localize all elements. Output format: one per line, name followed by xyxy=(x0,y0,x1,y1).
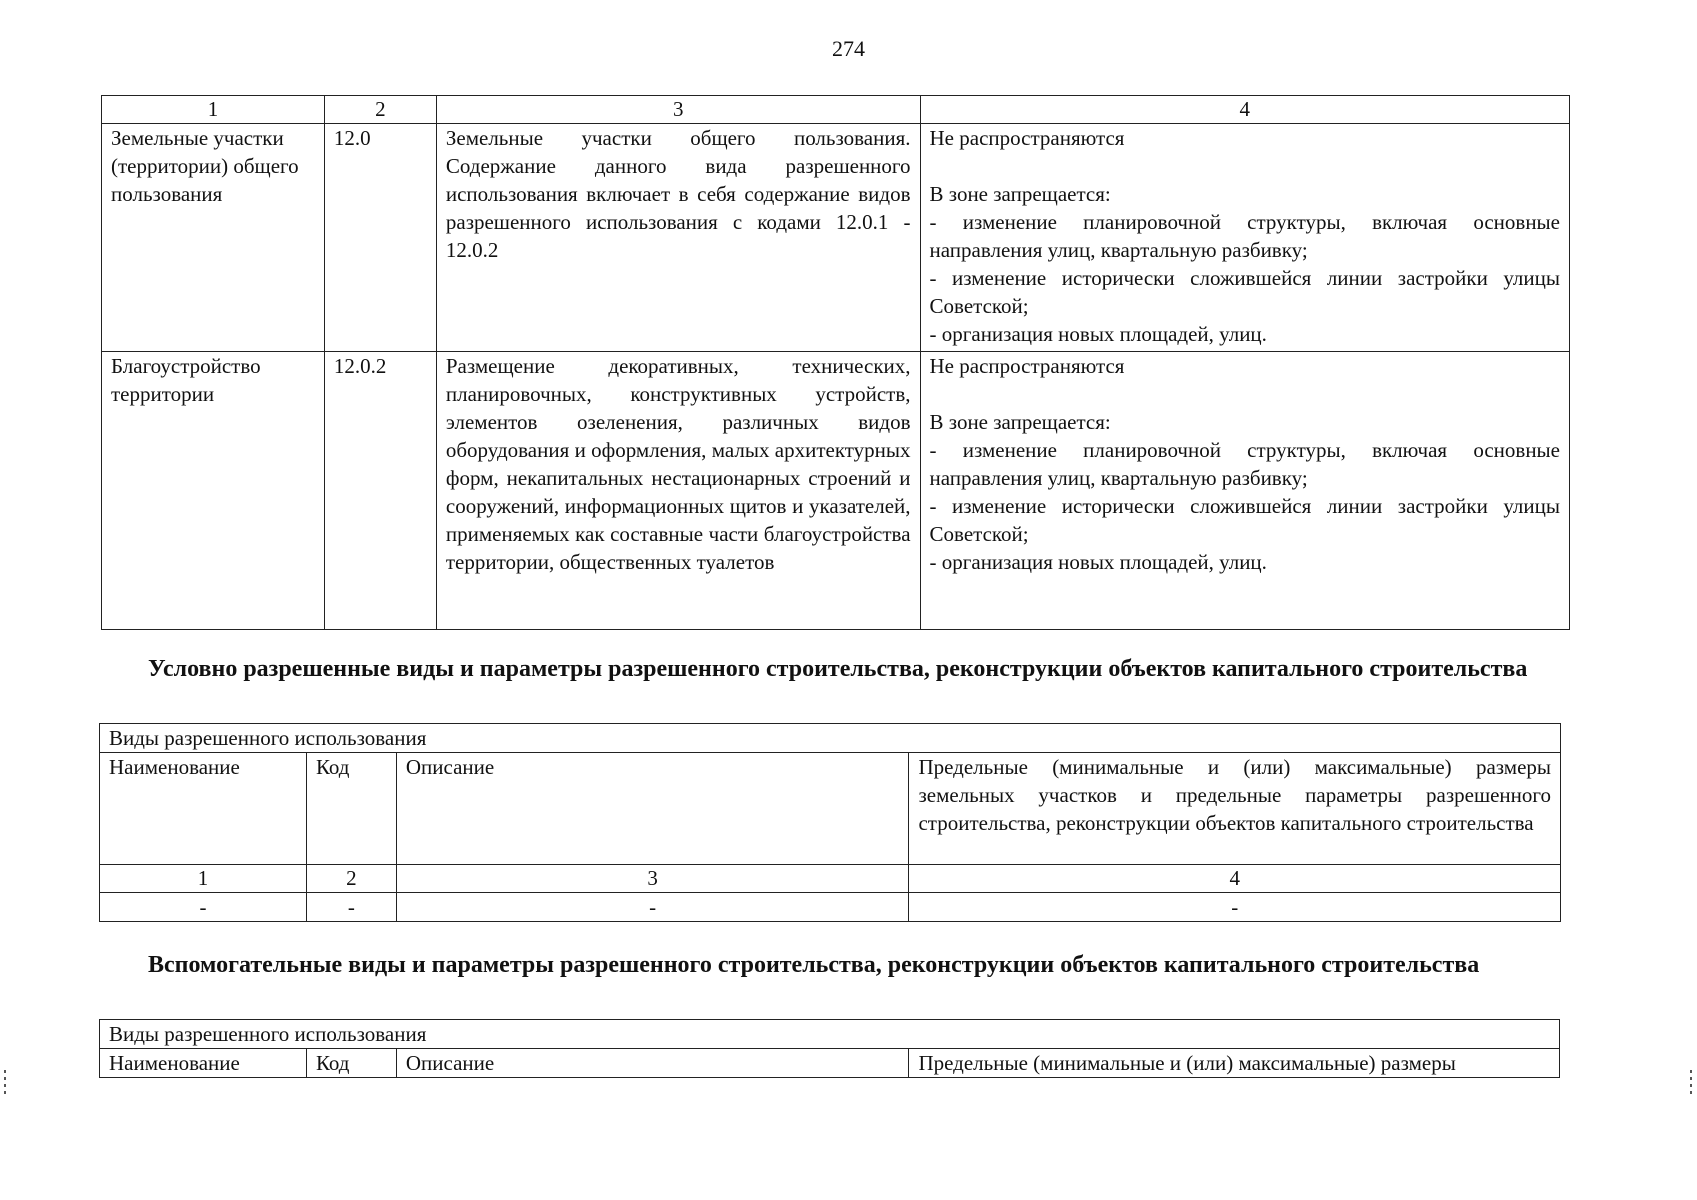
empty-cell: - xyxy=(909,893,1561,922)
section-heading: Условно разрешенные виды и параметры разрешенного строительства, реконструкции объектов капитального строительства xyxy=(148,656,1528,682)
empty-cell: - xyxy=(306,893,396,922)
column-number-row xyxy=(100,865,1561,893)
column-header-name: Наименование xyxy=(100,753,307,865)
use-params xyxy=(920,124,1569,352)
column-number: 2 xyxy=(306,865,396,893)
column-number-row xyxy=(102,96,1570,124)
column-header-params: Предельные (минимальные и (или) максимальные) размеры xyxy=(909,1049,1560,1078)
params-first: Не распространяются xyxy=(929,126,1125,150)
params-item: - организация новых площадей, улиц. xyxy=(929,322,1267,346)
use-name: Земельные участки (территории) общего пользования xyxy=(102,124,325,352)
empty-cell: - xyxy=(396,893,909,922)
column-number: 3 xyxy=(436,96,920,124)
column-header-name: Наименование xyxy=(100,1049,307,1078)
column-number: 2 xyxy=(324,96,436,124)
column-header-code: Код xyxy=(306,753,396,865)
binding-mark xyxy=(1690,1070,1692,1098)
section-heading: Вспомогательные виды и параметры разрешенного строительства, реконструкции объектов капитального строительства xyxy=(148,952,1480,978)
params-first: Не распространяются xyxy=(929,354,1125,378)
empty-cell: - xyxy=(100,893,307,922)
page-number: 274 xyxy=(832,36,865,61)
use-code: 12.0.2 xyxy=(324,352,436,630)
use-code: 12.0 xyxy=(324,124,436,352)
params-intro: В зоне запрещается: xyxy=(929,410,1111,434)
use-description: Размещение декоративных, технических, планировочных, конструктивных устройств, элементов озеленения, различных видов оборудования и оформления, малых архитектурных форм, некапитальных нестационарных строений и сооружений, информационных щитов и указателей, применяемых как составные части благоустройства территории, общественных туалетов xyxy=(436,352,920,630)
land-use-table xyxy=(101,95,1570,630)
column-number: 3 xyxy=(396,865,909,893)
table-row xyxy=(102,124,1570,352)
table-row xyxy=(102,352,1570,630)
column-number: 4 xyxy=(909,865,1561,893)
binding-mark xyxy=(4,1070,6,1098)
params-item: - изменение исторически сложившейся линии застройки улицы Советской; xyxy=(929,494,1560,546)
column-header-code: Код xyxy=(306,1049,396,1078)
use-name: Благоустройство территории xyxy=(102,352,325,630)
column-number: 4 xyxy=(920,96,1569,124)
use-description: Земельные участки общего пользования. Содержание данного вида разрешенного использования включает в себя содержание видов разрешенного использования с кодами 12.0.1 - 12.0.2 xyxy=(436,124,920,352)
column-header-description: Описание xyxy=(396,753,909,865)
params-item: - изменение планировочной структуры, включая основные направления улиц, квартальную разбивку; xyxy=(929,210,1560,262)
group-header: Виды разрешенного использования xyxy=(100,1020,1560,1049)
column-number: 1 xyxy=(102,96,325,124)
auxiliary-use-table xyxy=(99,1019,1560,1078)
column-header-description: Описание xyxy=(396,1049,909,1078)
params-item: - организация новых площадей, улиц. xyxy=(929,550,1267,574)
params-item: - изменение исторически сложившейся линии застройки улицы Советской; xyxy=(929,266,1560,318)
params-item: - изменение планировочной структуры, включая основные направления улиц, квартальную разбивку; xyxy=(929,438,1560,490)
column-number: 1 xyxy=(100,865,307,893)
group-header: Виды разрешенного использования xyxy=(100,724,1561,753)
table-row xyxy=(100,893,1561,922)
column-header-params: Предельные (минимальные и (или) максимальные) размеры земельных участков и предельные параметры разрешенного строительства, реконструкции объектов капитального строительства xyxy=(909,753,1561,865)
use-params xyxy=(920,352,1569,630)
conditional-use-table xyxy=(99,723,1561,922)
params-intro: В зоне запрещается: xyxy=(929,182,1111,206)
